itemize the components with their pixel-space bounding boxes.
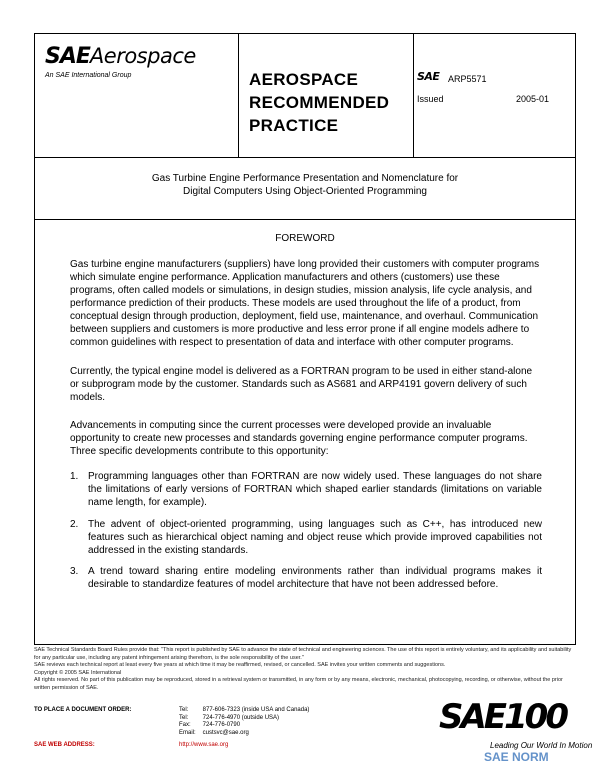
- document-title: [35, 172, 575, 198]
- contact-list: [179, 707, 309, 737]
- title-line: Gas Turbine Engine Performance Presentation and Nomenclature for: [151, 173, 459, 184]
- web-address-label: SAE WEB ADDRESS:: [34, 742, 95, 748]
- list-item-text: The advent of object-oriented programming, using languages such as C++, has introduced new features such as hierarchical object naming and object reuse which provide improved capabilities not addressed in the existing standards.: [88, 519, 542, 556]
- foreword-paragraph: Currently, the typical engine model is delivered as a FORTRAN program to be used in either stand-alone or subprogram mode by the customer. Standards such as AS681 and ARP4191 govern delivery of such models.: [70, 366, 533, 403]
- contact-value: 877-606-7323 (inside USA and Canada): [202, 707, 310, 713]
- sae-norm-watermark: SAE NORM: [484, 750, 549, 764]
- doc-type-line: AEROSPACE: [249, 70, 359, 89]
- list-number: 2.: [70, 519, 79, 530]
- numbered-list-item: [70, 565, 542, 591]
- contact-key: Tel:: [179, 714, 189, 721]
- contact-key: Email:: [179, 729, 196, 736]
- contact-row: [179, 715, 309, 723]
- sae100-text: SAE100: [439, 697, 566, 737]
- contact-key: Tel:: [179, 707, 189, 713]
- contact-row: [179, 722, 309, 730]
- foreword-paragraph: Gas turbine engine manufacturers (suppliers) have long provided their customers with computer programs which simulate engine performance. Application manufacturers and others (customers) use these programs, often called models or simulations, in design studies, mission analysis, life cycle analysis, and performance prediction of their products. These models are used throughout the life of a product, from conceptual design through production, deployment, field use, maintenance, and overhaul. Communication between suppliers and customers is more productive and less error prone if all engine models adhere to common guidelines with respect to presentation of data and interface with other computer programs.: [70, 259, 540, 348]
- list-number: 3.: [70, 566, 79, 577]
- contact-value: 724-776-4970 (outside USA): [202, 714, 280, 721]
- footer-rules: SAE Technical Standards Board Rules provide that: "This report is published by SAE to advance the state of technical and engineering sciences. The use of this report is entirely voluntary, and its applicability and suitability for any particular use, including any patent infringement arising therefrom, is the sole responsibility of the user.": [34, 647, 572, 661]
- doc-type-line: PRACTICE: [249, 116, 339, 135]
- sae-mark-logo: SAE: [417, 70, 440, 83]
- sae-tagline: Leading Our World In Motion: [490, 741, 593, 750]
- numbered-list-item: [70, 470, 542, 509]
- issued-label: Issued: [417, 94, 444, 104]
- list-item-text: Programming languages other than FORTRAN are now widely used. These languages do not share the limitations of early versions of FORTRAN which shaped earlier standards (limitations on variable name length, for example).: [88, 471, 542, 508]
- header-doc-type-cell: [239, 34, 414, 157]
- header-doc-info-cell: [414, 34, 575, 157]
- contact-key: Fax:: [179, 722, 191, 729]
- header-divider: [35, 157, 575, 158]
- logo-subtitle: An SAE International Group: [45, 72, 132, 79]
- document-number: ARP5571: [448, 74, 487, 84]
- footer-rights: All rights reserved. No part of this publication may be reproduced, stored in a retrieval system or transmitted, in any form or by any means, electronic, mechanical, photocopying, recording, or otherwise, without the prior written permission of SAE.: [34, 677, 563, 691]
- logo-sae-text: SAE: [45, 44, 90, 69]
- order-label: TO PLACE A DOCUMENT ORDER:: [34, 707, 132, 713]
- contact-row: [179, 730, 309, 738]
- sae-aerospace-logo: [45, 44, 196, 69]
- section-heading: FOREWORD: [275, 233, 335, 244]
- sae100-graphic: [437, 690, 577, 738]
- title-divider: [35, 219, 575, 220]
- footer-legal: [34, 647, 576, 692]
- numbered-list-item: [70, 518, 542, 557]
- document-type: [249, 68, 409, 137]
- title-line: Digital Computers Using Object-Oriented Programming: [183, 186, 427, 197]
- header-logo-cell: [35, 34, 239, 157]
- footer-review: SAE reviews each technical report at least every five years at which time it may be reaffirmed, revised, or cancelled. SAE invites your written comments and suggestions.: [34, 662, 446, 668]
- contact-row: [179, 707, 309, 715]
- contact-value: 724-776-0790: [202, 722, 241, 729]
- document-frame: [34, 33, 576, 645]
- logo-aerospace-text: Aerospace: [89, 44, 196, 68]
- issued-date: 2005-01: [516, 94, 550, 104]
- contact-email[interactable]: custsvc@sae.org: [202, 729, 249, 736]
- footer-copyright: Copyright © 2005 SAE International: [34, 669, 122, 676]
- web-address-link[interactable]: http://www.sae.org: [179, 742, 229, 748]
- doc-type-line: RECOMMENDED: [249, 93, 390, 112]
- foreword-paragraph: Advancements in computing since the current processes were developed provide an invaluable opportunity to create new processes and standards governing engine performance computer programs. Three specific developments contribute to this opportunity:: [70, 420, 528, 457]
- list-number: 1.: [70, 471, 79, 482]
- list-item-text: A trend toward sharing entire modeling environments rather than individual programs makes it desirable to standardize features of model architecture that have not been addressed before.: [88, 566, 542, 590]
